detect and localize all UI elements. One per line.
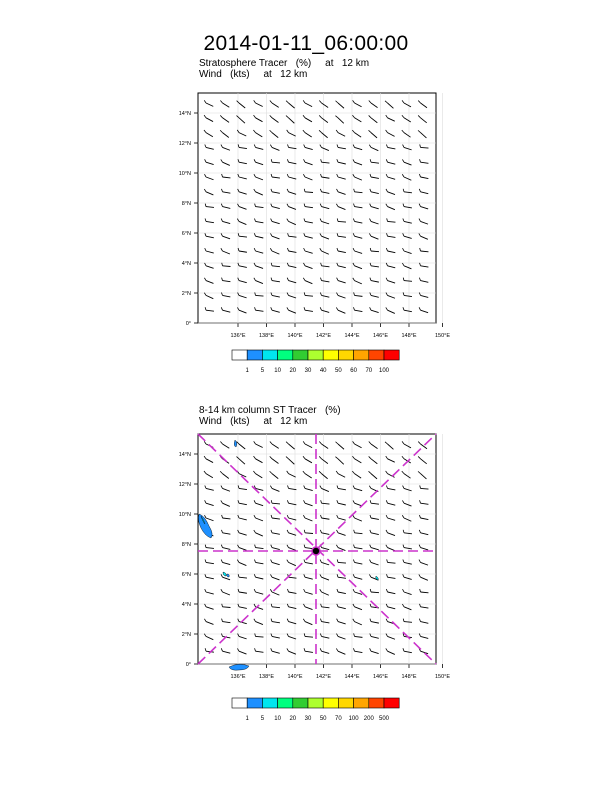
panel2-colorbar-swatch xyxy=(308,698,323,708)
panel1-lon-label: 144°E xyxy=(344,333,360,339)
panel1-lat-label: 6°N xyxy=(181,231,191,237)
panel2-lon-label: 144°E xyxy=(344,674,360,680)
panel2-colorbar-swatch xyxy=(293,698,308,708)
panel2-colorbar-label: 200 xyxy=(363,716,374,722)
panel1-colorbar-label: 5 xyxy=(260,368,265,374)
panel2-colorbar-label: 500 xyxy=(378,716,390,722)
panel2-lon-label: 146°E xyxy=(372,674,389,680)
panel1-colorbar-label: 50 xyxy=(335,368,342,374)
panel1-lon-label: 138°E xyxy=(258,333,275,339)
panel2-colorbar-label: 20 xyxy=(289,716,297,722)
panel2-lat-label: 4°N xyxy=(181,602,191,608)
panel1-lon-label: 146°E xyxy=(372,333,389,339)
panel1-colorbar-label: 10 xyxy=(274,368,281,374)
page-title: 2014-01-11_06:00:00 xyxy=(203,32,409,55)
panel1-lon-label: 142°E xyxy=(315,333,332,339)
panel2-lon-label: 136°E xyxy=(230,674,246,680)
panel1-lat-label: 14°N xyxy=(178,111,191,117)
panel2-colorbar-label: 10 xyxy=(274,716,281,722)
panel2-lat-label: 6°N xyxy=(181,572,191,578)
panel1-lat-label: 2°N xyxy=(181,291,191,297)
panel2-colorbar-swatch xyxy=(232,698,247,708)
panel2-colorbar-swatch xyxy=(247,698,262,708)
panel1-lat-label: 12°N xyxy=(178,141,191,147)
center-marker xyxy=(312,547,320,555)
panel1-lat-label: 8°N xyxy=(181,201,191,207)
panel2-colorbar-swatch xyxy=(354,698,369,708)
panel1-colorbar-label: 20 xyxy=(289,368,297,374)
panel2-colorbar-label: 50 xyxy=(319,716,327,722)
panel2-colorbar-label: 5 xyxy=(260,716,265,722)
panel2-colorbar-swatch xyxy=(262,698,277,708)
panel1-lat-label: 10°N xyxy=(178,171,191,177)
tracer-contour xyxy=(229,664,249,670)
panel1-title-line1: Stratosphere Tracer (%) at 12 km xyxy=(199,58,370,69)
panel1-colorbar-label: 60 xyxy=(350,368,357,374)
panel2-colorbar-swatch xyxy=(369,698,384,708)
panel2-lat-label: 10°N xyxy=(178,512,191,518)
panel2-colorbar-swatch xyxy=(338,698,353,708)
panel2-lon-label: 138°E xyxy=(258,674,275,680)
panel1-colorbar-label: 30 xyxy=(304,368,312,374)
panel2-title-line1: 8-14 km column ST Tracer (%) xyxy=(199,405,341,416)
panel2-colorbar-swatch xyxy=(384,698,399,708)
panel2-colorbar-swatch xyxy=(278,698,293,708)
panel2-lat-label: 12°N xyxy=(178,482,191,488)
panel1-lat-label: 0° xyxy=(185,321,191,327)
panel2-lat-label: 0° xyxy=(185,662,191,668)
panel2-colorbar-swatch xyxy=(323,698,338,708)
panel2-colorbar-label: 1 xyxy=(245,716,249,722)
panel2-lat-label: 14°N xyxy=(178,452,191,458)
panel1-title-line2: Wind (kts) at 12 km xyxy=(199,69,308,80)
panel1-colorbar-label: 1 xyxy=(245,368,249,374)
panel2-lon-label: 148°E xyxy=(401,674,417,680)
panel1-colorbar-label: 100 xyxy=(378,368,390,374)
panel1-lat-label: 4°N xyxy=(181,261,191,267)
panel1-lon-label: 150°E xyxy=(434,333,451,339)
panel2-lat-label: 8°N xyxy=(181,542,191,548)
panel2-colorbar-label: 70 xyxy=(335,716,342,722)
panel2-lat-label: 2°N xyxy=(181,632,191,638)
panel2-lon-label: 150°E xyxy=(434,674,451,680)
panel1-colorbar-label: 70 xyxy=(365,368,373,374)
panel2-lon-label: 140°E xyxy=(287,674,303,680)
tracer-contour xyxy=(227,574,230,577)
panel2-title-line2: Wind (kts) at 12 km xyxy=(199,416,308,427)
panel2-colorbar-label: 30 xyxy=(304,716,312,722)
panel2-colorbar-label: 100 xyxy=(348,716,359,722)
panel1-lon-label: 140°E xyxy=(287,333,303,339)
panel1-lon-label: 148°E xyxy=(401,333,417,339)
panel1-lon-label: 136°E xyxy=(230,333,246,339)
panel2-lon-label: 142°E xyxy=(315,674,332,680)
panel1-colorbar-label: 40 xyxy=(319,368,327,374)
